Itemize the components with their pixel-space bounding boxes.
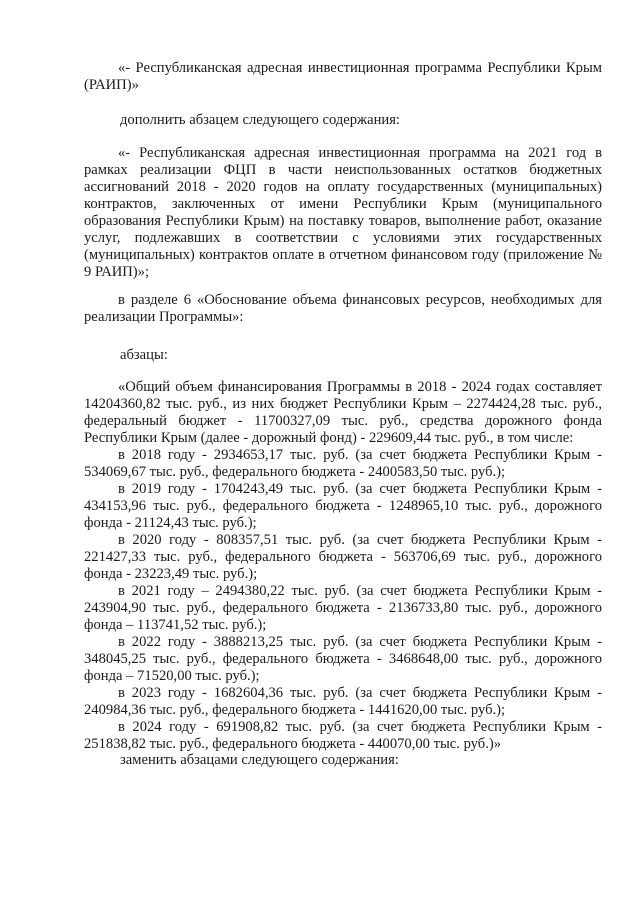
paragraph-year-2019: в 2019 году - 1704243,49 тыс. руб. (за счет бюджета Республики Крым - 434153,96 тыс. руб., федерального бюджета - 1248965,10 тыс. руб., дорожного фонда - 21124,43 тыс. руб.); <box>84 481 602 531</box>
paragraph-text: заменить абзацами следующего содержания: <box>120 752 399 768</box>
paragraph-new-program-text <box>84 145 602 281</box>
paragraph-year-2021: в 2021 году – 2494380,22 тыс. руб. (за счет бюджета Республики Крым - 243904,90 тыс. руб., федерального бюджета - 2136733,80 тыс. руб., дорожного фонда – 113741,52 тыс. руб.); <box>84 583 602 633</box>
paragraph-replace-instruction <box>84 752 602 769</box>
paragraph-year-2020: в 2020 году - 808357,51 тыс. руб. (за счет бюджета Республики Крым - 221427,33 тыс. руб., федерального бюджета - 563706,69 тыс. руб., дорожного фонда - 23223,49 тыс. руб.); <box>84 532 602 582</box>
paragraph-supplement-instruction <box>84 112 602 129</box>
paragraph-year-2022: в 2022 году - 3888213,25 тыс. руб. (за счет бюджета Республики Крым - 348045,25 тыс. руб., федерального бюджета - 3468648,00 тыс. руб., дорожного фонда – 71520,00 тыс. руб.); <box>84 634 602 684</box>
paragraph-text: в разделе 6 «Обоснование объема финансовых ресурсов, необходимых для реализации Программы»: <box>84 292 602 325</box>
paragraph-year-2018: в 2018 году - 2934653,17 тыс. руб. (за счет бюджета Республики Крым - 534069,67 тыс. руб., федерального бюджета - 2400583,50 тыс. руб.); <box>84 447 602 480</box>
paragraph-total-financing: «Общий объем финансирования Программы в 2018 - 2024 годах составляет 14204360,82 тыс. руб., из них бюджет Республики Крым – 2274424,28 тыс. руб., федеральный бюджет - 11700327,09 тыс. руб., средства дорожного фонда Республики Крым (далее - дорожный фонд) - 229609,44 тыс. руб., в том числе: <box>84 379 602 446</box>
financing-paragraphs <box>84 379 602 753</box>
paragraph-year-2023: в 2023 году - 1682604,36 тыс. руб. (за счет бюджета Республики Крым - 240984,36 тыс. руб., федерального бюджета - 1441620,00 тыс. руб.); <box>84 685 602 718</box>
paragraph-text: «- Республиканская адресная инвестиционная программа на 2021 год в рамках реализации ФЦП в части неиспользованных остатков бюджетных ассигнований 2018 - 2020 годов на оплату государственных (муниципальных) контрактов, заключенных от имени Республики Крым (муниципального образования Республики Крым) на поставку товаров, выполнение работ, оказание услуг, подлежавших в соответствии с условиями этих государственных (муниципальных) контрактов оплате в отчетном финансовом году (приложение № 9 РАИП)»; <box>84 145 602 280</box>
paragraph-text: «- Республиканская адресная инвестиционная программа Республики Крым (РАИП)» <box>84 60 602 93</box>
paragraph-program-name <box>84 60 602 94</box>
paragraph-text: абзацы: <box>120 347 168 363</box>
paragraph-text: дополнить абзацем следующего содержания: <box>120 112 400 128</box>
paragraph-section-6 <box>84 292 602 326</box>
paragraph-abzacy <box>84 347 602 364</box>
paragraph-year-2024: в 2024 году - 691908,82 тыс. руб. (за счет бюджета Республики Крым - 251838,82 тыс. руб., федерального бюджета - 440070,00 тыс. руб.)» <box>84 719 602 752</box>
